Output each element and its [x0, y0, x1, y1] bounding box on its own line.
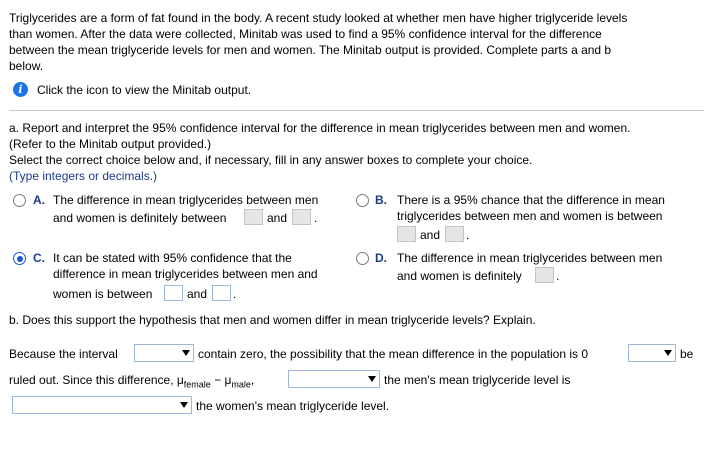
- choice-a-text-1: The difference in mean triglycerides between men: [53, 193, 319, 207]
- info-link-text[interactable]: Click the icon to view the Minitab output.: [37, 83, 252, 97]
- choice-c-and: and: [187, 287, 208, 301]
- intro-line-4: below.: [9, 59, 44, 73]
- difference-sign-dropdown[interactable]: [288, 370, 380, 388]
- part-b-question: b. Does this support the hypothesis that men and women differ in mean triglyceride levels? Explain.: [9, 313, 536, 327]
- choice-c-text-2: difference in mean triglycerides between men and: [53, 267, 318, 281]
- choice-c-upper-box[interactable]: [212, 285, 231, 301]
- chevron-down-icon: [181, 347, 191, 359]
- choice-b-letter: B.: [375, 193, 387, 207]
- choice-a-letter: A.: [33, 193, 45, 207]
- part-a-question-note: (Refer to the Minitab output provided.): [9, 137, 212, 151]
- interval-contains-dropdown[interactable]: [134, 344, 194, 362]
- part-a-hint: (Type integers or decimals.): [9, 169, 158, 183]
- part-b-text-4: ruled out. Since this difference, $\mu_{female} - \mu_{male}$,: [9, 373, 255, 390]
- part-a-instruction: Select the correct choice below and, if necessary, fill in any answer boxes to complete your choice.: [9, 153, 533, 167]
- choice-c-text-3: women is between: [53, 287, 153, 301]
- choice-b-period: .: [466, 228, 470, 242]
- choice-d-letter: D.: [375, 251, 387, 265]
- choice-c-lower-box[interactable]: [164, 285, 183, 301]
- choice-a-radio[interactable]: [13, 194, 26, 207]
- part-b-text-3: be: [680, 347, 694, 361]
- choice-d-text-1: The difference in mean triglycerides between men: [397, 251, 663, 265]
- part-b-text-5: the men's mean triglyceride level is: [384, 373, 571, 387]
- choice-b-and: and: [420, 228, 441, 242]
- choice-c-period: .: [233, 287, 237, 301]
- divider: [9, 110, 704, 111]
- part-a-question: a. Report and interpret the 95% confidence interval for the difference in mean triglycerides between men and women.: [9, 121, 631, 135]
- part-b-text-2: contain zero, the possibility that the mean difference in the population is 0: [198, 347, 589, 361]
- intro-line-1: Triglycerides are a form of fat found in the body. A recent study looked at whether men have higher triglyceride levels: [9, 11, 628, 25]
- choice-d-period: .: [556, 269, 560, 283]
- info-icon[interactable]: i: [13, 82, 28, 97]
- choice-b-lower-box[interactable]: [397, 226, 416, 242]
- part-b-text-6: the women's mean triglyceride level.: [196, 399, 390, 413]
- choice-d-radio[interactable]: [356, 252, 369, 265]
- choice-c-text-1: It can be stated with 95% confidence that the: [53, 251, 292, 265]
- choice-c-radio[interactable]: [13, 252, 26, 265]
- choice-d-text-2: and women is definitely: [397, 269, 522, 283]
- choice-a-period: .: [314, 211, 318, 225]
- choice-a-text-2: and women is definitely between: [53, 211, 227, 225]
- intro-line-2: than women. After the data were collected, Minitab was used to find a 95% confidence interval for the difference: [9, 27, 602, 41]
- choice-a-lower-box[interactable]: [244, 209, 263, 225]
- choice-a-and: and: [267, 211, 288, 225]
- comparison-dropdown[interactable]: [12, 396, 192, 414]
- can-cannot-dropdown[interactable]: [628, 344, 676, 362]
- choice-b-radio[interactable]: [356, 194, 369, 207]
- choice-b-upper-box[interactable]: [445, 226, 464, 242]
- choice-b-text-1: There is a 95% chance that the difference in mean: [397, 193, 665, 207]
- chevron-down-icon: [367, 373, 377, 385]
- choice-a-upper-box[interactable]: [292, 209, 311, 225]
- chevron-down-icon: [663, 347, 673, 359]
- choice-d-value-box[interactable]: [535, 267, 554, 283]
- choice-b-text-2: triglycerides between men and women is between: [397, 209, 663, 223]
- choice-c-letter: C.: [33, 251, 45, 265]
- part-b-text-1: Because the interval: [9, 347, 118, 361]
- intro-line-3: between the mean triglyceride levels for men and women. The Minitab output is provided. Complete parts a and b: [9, 43, 612, 57]
- chevron-down-icon: [179, 399, 189, 411]
